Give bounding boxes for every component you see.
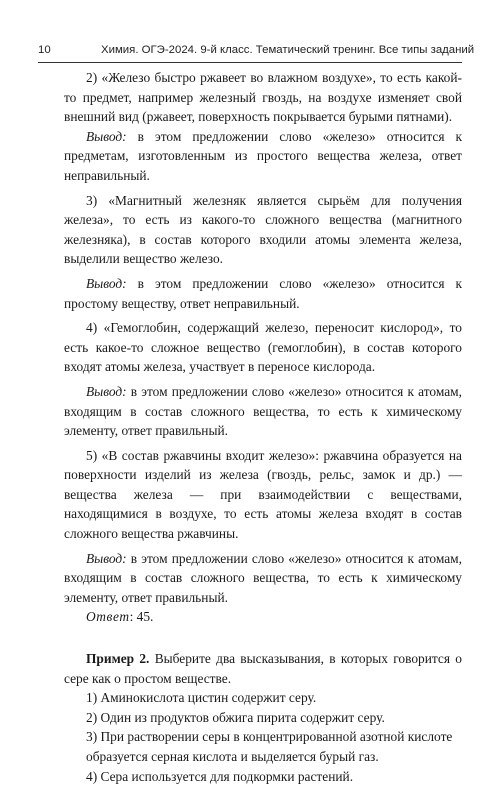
conclusion-text: в этом предложении слово «железо» относится к атомам, входящим в состав сложного вещества, то есть к химическому элементу, ответ правильный. [64,383,462,439]
running-title: Химия. ОГЭ-2024. 9-й класс. Тематический тренинг. Все типы заданий [101,44,475,56]
item-4-paragraph: 4) «Гемоглобин, содержащий железо, переносит кислород», то есть какое-то сложное вещество (гемоглобин), в состав которого входят атомы железа, участвует в переносе кислорода. [64,320,462,375]
item-3-paragraph: 3) «Магнитный железняк является сырьём для получения железа», то есть из какого-то сложного вещества (магнитного железняка), в состав которого входили атомы элемента железа, выделили вещество железо. [64,192,462,267]
item-5-conclusion [64,549,462,608]
item-4-conclusion [64,382,462,441]
header-rule [38,62,462,63]
example-prompt-text: Выберите два высказывания, в которых говорится о сере как о простом веществе. [64,651,463,686]
example-title: Пример 2. [86,651,150,667]
example-2-prompt [64,649,462,688]
item-2-paragraph: 2) «Железо быстро ржавеет во влажном воздухе», то есть какой-то предмет, например железный гвоздь, на воздухе изменяет свой внешний вид (ржавеет, поверхность покрывается бурыми пятнами). [64,70,462,125]
running-header [38,44,475,62]
option-1: 1) Аминокислота цистин содержит серу. [86,690,317,706]
conclusion-label: Вывод: [86,275,127,291]
item-5-paragraph: 5) «В состав ржавчины входит железо»: ржавчина образуется на поверхности изделий из железа (гвоздь, рельс, замок и др.) — вещества железа — при взаимодействии с веществами, находящимися в воздухе, то есть атомы железа входят в состав сложного вещества ржавчины. [64,447,462,542]
conclusion-label: Вывод: [86,128,127,144]
answer-value: : 45. [129,609,154,625]
option-4: 4) Сера используется для подкормки растений. [86,768,354,784]
item-3-conclusion [64,274,462,313]
conclusion-text: в этом предложении слово «железо» относится к предметам, изготовленным из простого вещества железа, ответ неправильный. [64,128,462,183]
page-number: 10 [38,44,51,56]
conclusion-text: в этом предложении слово «железо» относится к простому веществу, ответ неправильный. [64,275,462,311]
item-2-conclusion [64,127,462,186]
option-2: 2) Один из продуктов обжига пирита содержит серу. [86,709,385,725]
conclusion-text: в этом предложении слово «железо» относится к атомам, входящим в состав сложного вещества, то есть к химическому элементу, ответ правильный. [64,550,462,605]
answer-label: Ответ [86,609,130,625]
conclusion-label: Вывод: [86,383,127,399]
option-3: 3) При растворении серы в концентрированной азотной кислоте образуется серная кислота и выделяется бурый газ. [86,729,453,764]
conclusion-label: Вывод: [86,550,127,566]
page-body [64,68,462,786]
answer-line [64,607,462,627]
